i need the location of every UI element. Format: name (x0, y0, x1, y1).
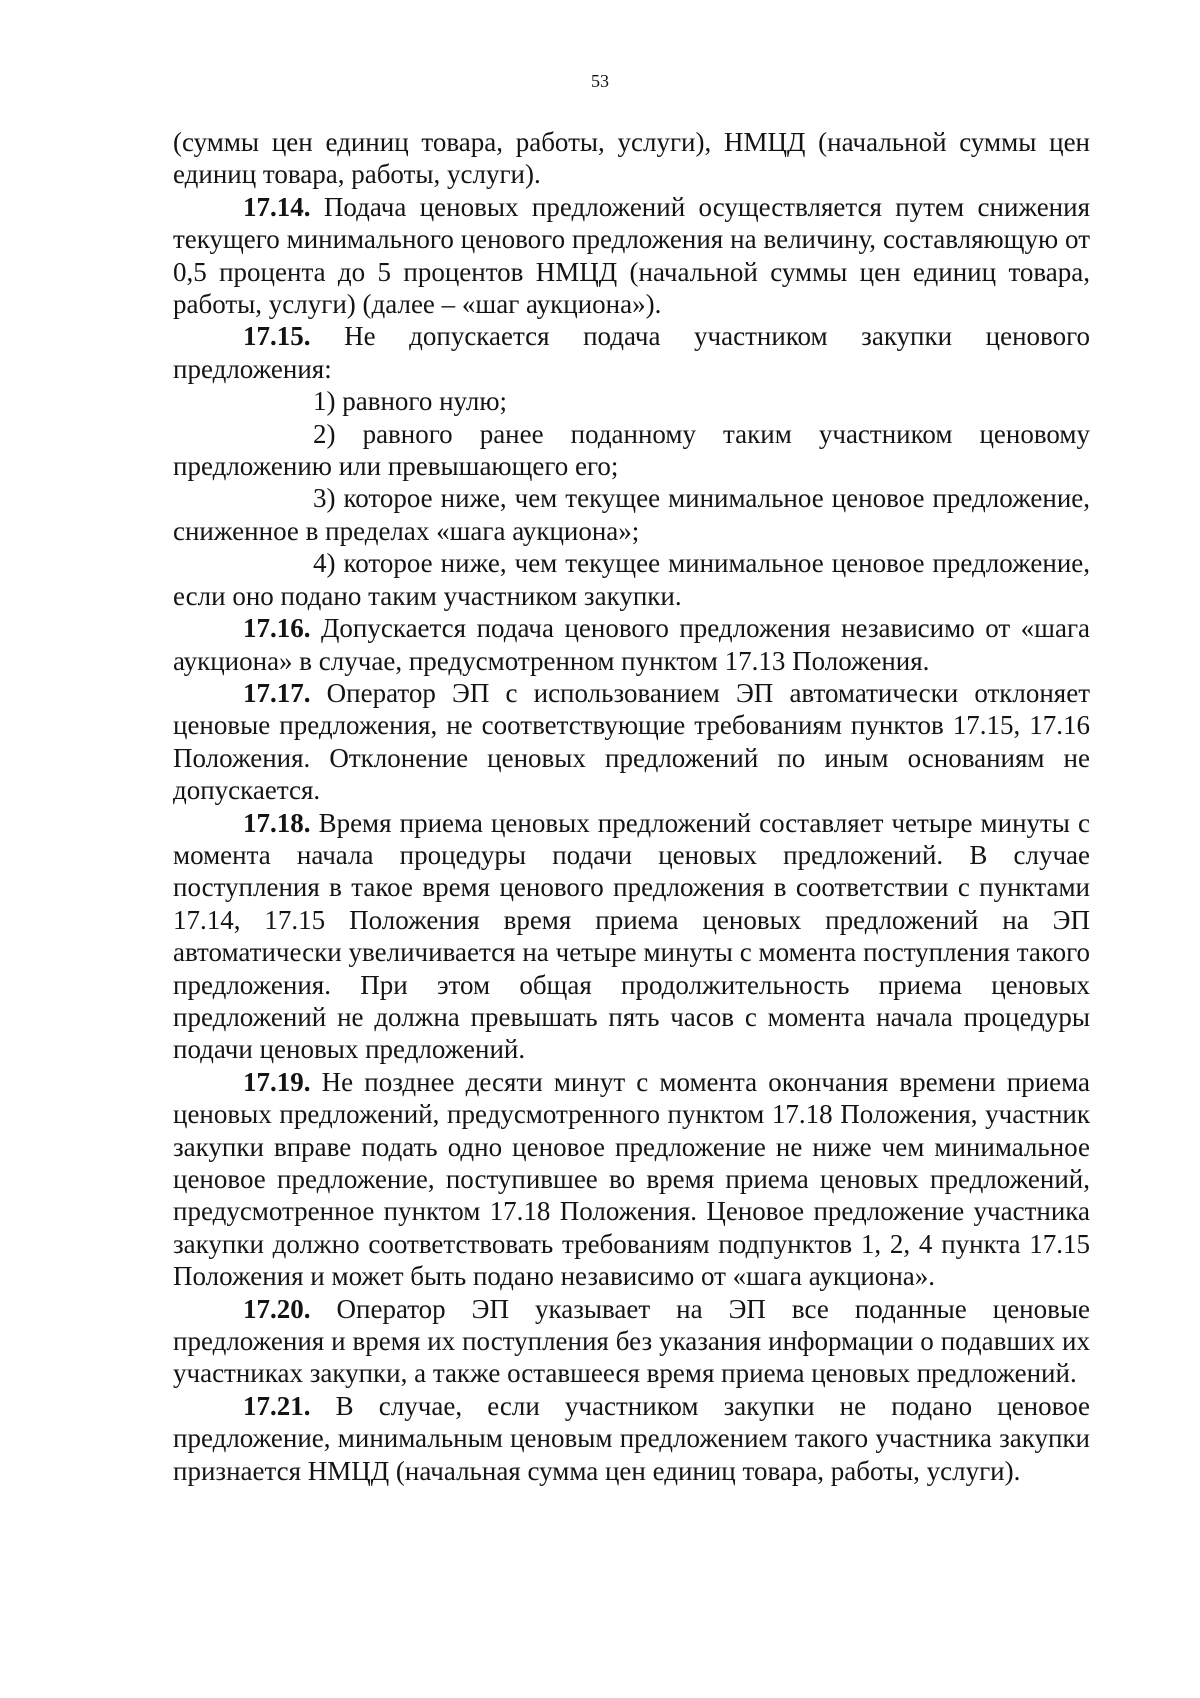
clause-text: Оператор ЭП с использованием ЭП автоматически отклоняет ценовые предложения, не соответствующие требованиям пунктов 17.15, 17.16 Положения. Отклонение ценовых предложений по иным основаниям не допускается. (173, 677, 1091, 806)
clause-17-17 (173, 677, 1090, 807)
list-item-text: равного нулю; (342, 386, 507, 417)
clause-number: 17.21. (243, 1390, 311, 1421)
list-item-number: 4) (313, 548, 336, 579)
list-item-text: которое ниже, чем текущее минимальное ценовое предложение, если оно подано таким участником закупки. (173, 548, 1090, 611)
paragraph-continuation (173, 126, 1090, 191)
list-item-3 (173, 482, 1090, 547)
list-item-2 (173, 418, 1090, 483)
page-number: 53 (591, 71, 609, 91)
clause-text: Не позднее десяти минут с момента окончания времени приема ценовых предложений, предусмотренного пунктом 17.18 Положения, участник закупки вправе подать одно ценовое предложение не ниже чем минимальное ценовое предложение, поступившее во время приема ценовых предложений, предусмотренное пунктом 17.18 Положения. Ценовое предложение участника закупки должно соответствовать требованиям подпунктов 1, 2, 4 пункта 17.15 Положения и может быть подано независимо от «шага аукциона». (173, 1066, 1091, 1292)
list-item-1 (173, 385, 1090, 417)
clause-text: Время приема ценовых предложений составляет четыре минуты с момента начала процедуры подачи ценовых предложений. В случае поступления в такое время ценового предложения в соответствии с пунктами 17.14, 17.15 Положения время приема ценовых предложений на ЭП автоматически увеличивается на четыре минуты с момента поступления такого предложения. При этом общая продолжительность приема ценовых предложений не должна превышать пять часов с момента начала процедуры подачи ценовых предложений. (173, 807, 1090, 1065)
clause-number: 17.15. (243, 321, 311, 352)
document-body (173, 126, 1090, 1487)
clause-number: 17.18. (243, 807, 311, 838)
list-item-number: 2) (313, 418, 336, 449)
clause-text: Не допускается подача участником закупки ценового предложения: (173, 321, 1090, 384)
clause-17-19 (173, 1066, 1090, 1293)
list-item-4 (173, 547, 1090, 612)
clause-number: 17.14. (243, 191, 311, 222)
clause-number: 17.16. (243, 613, 311, 644)
clause-17-16 (173, 612, 1090, 677)
list-item-number: 3) (313, 483, 336, 514)
clause-text: Оператор ЭП указывает на ЭП все поданные ценовые предложения и время их поступления без указания информации о подавших их участниках закупки, а также оставшееся время приема ценовых предложений. (173, 1293, 1090, 1389)
clause-17-14 (173, 191, 1090, 321)
list-item-text: которое ниже, чем текущее минимальное ценовое предложение, сниженное в пределах «шага аукциона»; (173, 483, 1090, 546)
list-item-number: 1) (313, 386, 336, 417)
clause-number: 17.17. (243, 677, 311, 708)
clause-number: 17.20. (243, 1293, 311, 1324)
list-item-text: равного ранее поданному таким участником ценовому предложению или превышающего его; (173, 418, 1091, 482)
clause-17-21 (173, 1390, 1090, 1487)
clause-17-15 (173, 320, 1090, 385)
clause-number: 17.19. (243, 1066, 311, 1097)
clause-text: Допускается подача ценового предложения независимо от «шага аукциона» в случае, предусмотренном пунктом 17.13 Положения. (173, 613, 1090, 676)
clause-17-18 (173, 807, 1090, 1066)
clause-17-20 (173, 1293, 1090, 1390)
paragraph-text: (суммы цен единиц товара, работы, услуги), НМЦД (начальной суммы цен единиц товара, работы, услуги). (173, 127, 1090, 190)
clause-text: Подача ценовых предложений осуществляется путем снижения текущего минимального ценового предложения на величину, составляющую от 0,5 процента до 5 процентов НМЦД (начальной суммы цен единиц товара, работы, услуги) (далее – «шаг аукциона»). (173, 191, 1090, 320)
clause-text: В случае, если участником закупки не подано ценовое предложение, минимальным ценовым предложением такого участника закупки признается НМЦД (начальная сумма цен единиц товара, работы, услуги). (173, 1390, 1091, 1486)
